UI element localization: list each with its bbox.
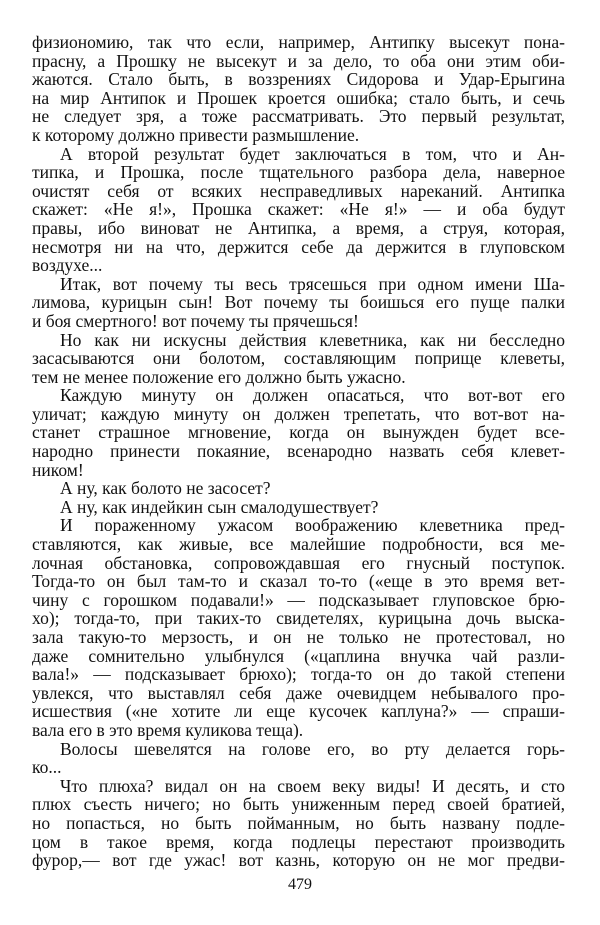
text-line: А второй результат будет заключаться в том, что и Ан- <box>60 143 565 164</box>
text-line: цом в такое время, когда подлецы перестают производить <box>32 831 565 852</box>
page-number: 479 <box>288 876 312 893</box>
text-line: станет страшное мгновение, когда он вынужден будет все- <box>32 422 565 443</box>
text-line: А ну, как болото не засосет? <box>60 478 271 499</box>
text-line: исшествия («не хотите ли еще кусочек каплуна?» — спраши- <box>32 701 565 722</box>
text-line: физиономию, так что если, например, Антипку высекут пона- <box>32 32 565 52</box>
text-line: фурор,— вот где ужас! вот казнь, которую он не мог предви- <box>32 850 565 871</box>
text-line: жаются. Стало быть, в воззрениях Сидорова и Удар-Ерыгина <box>32 69 565 90</box>
text-line: И пораженному ужасом воображению клеветника пред- <box>60 515 565 536</box>
text-line: очистят себя от всяких несправедливых нареканий. Антипка <box>32 180 565 201</box>
text-line: тем не менее положение его должно быть ужасно. <box>32 366 406 387</box>
text-line: Но как ни искусны действия клеветника, как ни бесследно <box>60 329 565 350</box>
text-line: народно принести покаяние, всенародно назвать себя клевет- <box>32 441 565 462</box>
text-line: несмотря ни на что, держится себе да держится в глуповском <box>32 236 565 257</box>
text-line: ником! <box>32 459 84 480</box>
text-line: Волосы шевелятся на голове его, во рту делается горь- <box>60 738 565 759</box>
text-line: Что плюха? видал он на своем веку виды! И десять, и сто <box>60 775 565 796</box>
text-line: засасываются они болотом, составляющим поприще клеветы, <box>32 348 565 369</box>
text-line: не следует зря, а тоже рассматривать. Это первый результат, <box>32 106 565 127</box>
text-line: прасну, а Прошку не высекут и за дело, то оба они этим оби- <box>32 50 565 71</box>
text-line: Каждую минуту он должен опасаться, что вот-вот его <box>60 385 565 406</box>
text-line: к которому должно привести размышление. <box>32 124 360 145</box>
text-line: на мир Антипок и Прошек кроется ошибка; стало быть, и сечь <box>32 87 565 108</box>
body-text <box>32 33 565 870</box>
text-line: и боя смертного! вот почему ты прячешься! <box>32 310 359 331</box>
text-line: А ну, как индейкин сын смалодушествует? <box>60 496 379 517</box>
text-line: правы, ибо виноват не Антипка, а время, а струя, которая, <box>32 217 565 238</box>
text-line: лимова, курицын сын! Вот почему ты боишься его пуще палки <box>32 292 565 313</box>
text-line: ко... <box>32 757 62 778</box>
text-line: уличат; каждую минуту он должен трепетать, что вот-вот на- <box>32 403 565 424</box>
text-line: лочная обстановка, сопровождавшая его гнусный поступок. <box>32 552 565 573</box>
text-line: зала такую-то мерзость, и он не только не протестовал, но <box>32 627 565 647</box>
text-line: вала!» — подсказывает брюхо); тогда-то он до такой степени <box>32 664 565 685</box>
text-line: даже сомнительно улыбнулся («цаплина внучка чай разли- <box>32 645 565 666</box>
text-line: вала его в это время куликова теща). <box>32 719 304 740</box>
text-line: ставляются, как живые, все малейшие подробности, вся ме- <box>32 534 565 555</box>
text-line: Тогда-то он был там-то и сказал то-то («еще в это время вет- <box>32 571 565 592</box>
text-line: Итак, вот почему ты весь трясешься при одном имени Ша- <box>60 273 565 294</box>
text-line: увлекся, что выставлял себя даже очевидцем небывалого про- <box>32 682 565 703</box>
text-line: воздухе... <box>32 255 103 276</box>
text-line: но попасться, но быть пойманным, но быть названу подле- <box>32 812 565 833</box>
text-line: скажет: «Не я!», Прошка скажет: «Не я!» — и оба будут <box>32 199 565 220</box>
text-line: чину с горошком подавали!» — подсказывает глуповское брю- <box>32 589 565 610</box>
text-line: хо); тогда-то, при таких-то свидетелях, курицына дочь выска- <box>32 608 565 629</box>
text-line: типка, и Прошка, после тщательного разбора дела, наверное <box>32 162 565 183</box>
text-line: плюх съесть ничего; но быть униженным перед своей братией, <box>32 794 565 815</box>
